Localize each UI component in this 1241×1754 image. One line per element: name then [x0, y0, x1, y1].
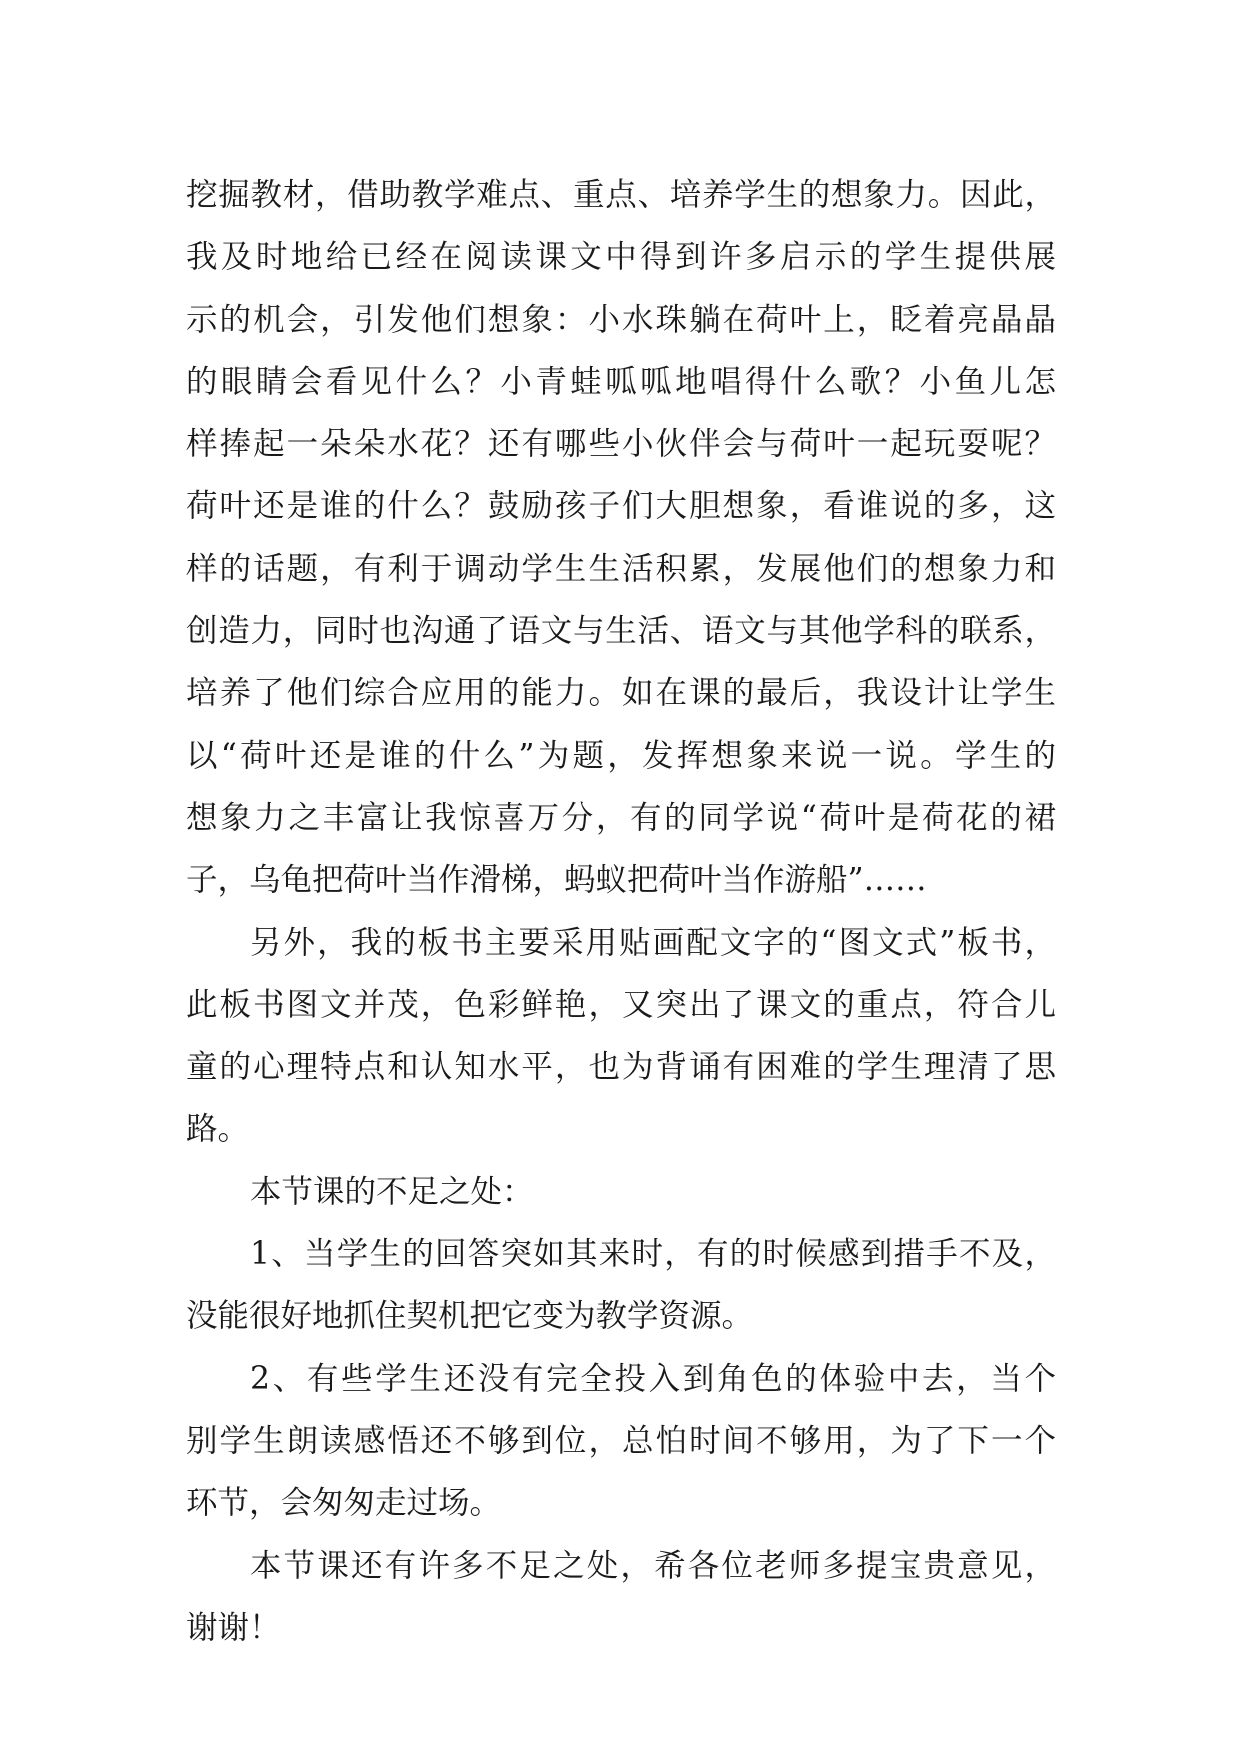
text-line: 荷叶还是谁的什么？鼓励孩子们大胆想象，看谁说的多，这 [186, 488, 1056, 525]
text-line: 培养了他们综合应用的能力。如在课的最后，我设计让学生 [186, 675, 1056, 712]
text-line: 以“荷叶还是谁的什么”为题，发挥想象来说一说。学生的 [186, 737, 1056, 774]
text-line: 本节课还有许多不足之处，希各位老师多提宝贵意见， [250, 1547, 1056, 1584]
text-line: 想象力之丰富让我惊喜万分，有的同学说“荷叶是荷花的裙 [186, 799, 1056, 836]
paragraph [186, 1348, 1056, 1535]
text-line: 我及时地给已经在阅读课文中得到许多启示的学生提供展 [186, 239, 1056, 276]
text-line: 别学生朗读感悟还不够到位，总怕时间不够用，为了下一个 [186, 1422, 1056, 1459]
text-line: 谢谢！ [186, 1609, 281, 1646]
paragraph [186, 1223, 1056, 1348]
text-line: 子，乌龟把荷叶当作滑梯，蚂蚁把荷叶当作游船”…… [186, 862, 927, 899]
paragraph [186, 1535, 1056, 1660]
paragraph [186, 164, 1056, 912]
text-line: 路。 [186, 1111, 250, 1148]
document-body [186, 164, 1056, 1659]
paragraph [186, 912, 1056, 1161]
text-line: 的眼睛会看见什么？小青蛙呱呱地唱得什么歌？小鱼儿怎 [186, 363, 1056, 400]
text-line: 样捧起一朵朵水花？还有哪些小伙伴会与荷叶一起玩耍呢？ [186, 426, 1056, 463]
text-line: 1、当学生的回答突如其来时，有的时候感到措手不及， [250, 1236, 1056, 1273]
text-line: 没能很好地抓住契机把它变为教学资源。 [186, 1298, 754, 1335]
text-line: 童的心理特点和认知水平，也为背诵有困难的学生理清了思 [186, 1049, 1056, 1086]
text-line: 另外，我的板书主要采用贴画配文字的“图文式”板书， [250, 924, 1056, 961]
text-line: 创造力，同时也沟通了语文与生活、语文与其他学科的联系， [186, 613, 1056, 650]
text-line: 挖掘教材，借助教学难点、重点、培养学生的想象力。因此， [186, 177, 1056, 213]
text-line: 环节，会匆匆走过场。 [186, 1485, 502, 1522]
text-line: 样的话题，有利于调动学生生活积累，发展他们的想象力和 [186, 550, 1056, 587]
text-line: 此板书图文并茂，色彩鲜艳，又突出了课文的重点，符合儿 [186, 986, 1056, 1023]
text-line: 示的机会，引发他们想象：小水珠躺在荷叶上，眨着亮晶晶 [186, 301, 1056, 338]
text-line: 2、有些学生还没有完全投入到角色的体验中去，当个 [250, 1360, 1056, 1397]
paragraph [186, 1161, 1056, 1223]
text-line: 本节课的不足之处： [250, 1173, 534, 1210]
